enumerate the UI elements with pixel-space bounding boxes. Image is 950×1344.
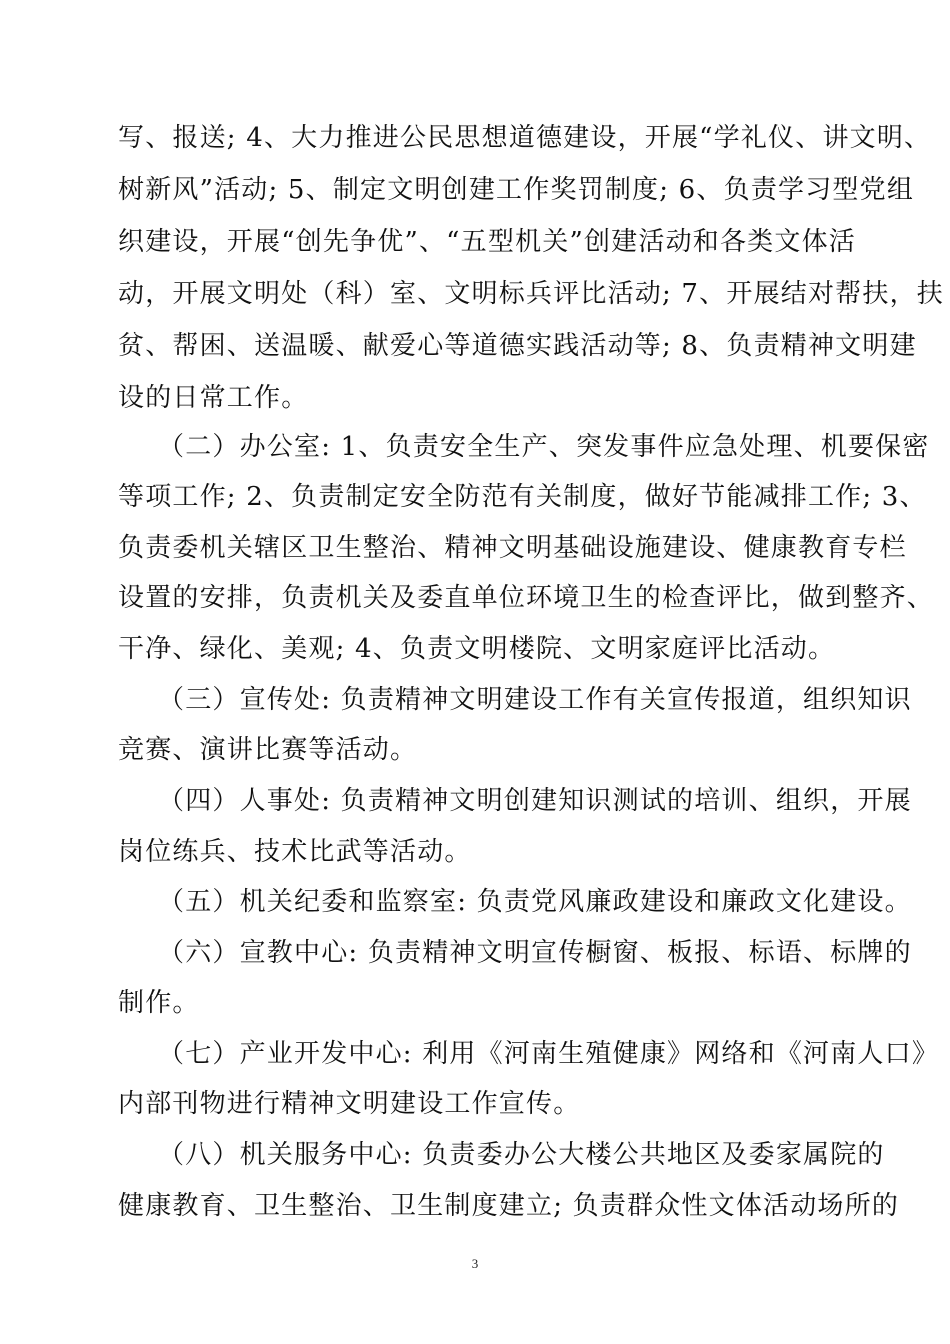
text-line: 负责委机关辖区卫生整治、精神文明基础设施建设、健康教育专栏	[118, 533, 907, 563]
text-line: 写、报送; 4、大力推进公民思想道德建设，开展“学礼仪、讲文明、	[118, 123, 932, 153]
section-seven-first-line: （七）产业开发中心: 利用《河南生殖健康》网络和《河南人口》	[158, 1039, 940, 1069]
section-five-line: （五）机关纪委和监察室: 负责党风廉政建设和廉政文化建设。	[158, 887, 912, 917]
section-six-first-line: （六）宣教中心: 负责精神文明宣传橱窗、板报、标语、标牌的	[158, 938, 912, 968]
text-line: 设置的安排，负责机关及委直单位环境卫生的检查评比，做到整齐、	[118, 583, 935, 613]
text-line: 树新风”活动; 5、制定文明创建工作奖罚制度; 6、负责学习型党组	[118, 175, 915, 205]
section-three-first-line: （三）宣传处: 负责精神文明建设工作有关宣传报道，组织知识	[158, 685, 912, 715]
section-two-first-line: （二）办公室: 1、负责安全生产、突发事件应急处理、机要保密	[158, 432, 930, 462]
text-line: 动，开展文明处（科）室、文明标兵评比活动; 7、开展结对帮扶，扶	[118, 279, 944, 309]
text-line: 岗位练兵、技术比武等活动。	[118, 837, 472, 867]
text-line: 健康教育、卫生整治、卫生制度建立; 负责群众性文体活动场所的	[118, 1191, 900, 1221]
section-four-first-line: （四）人事处: 负责精神文明创建知识测试的培训、组织，开展	[158, 786, 912, 816]
text-line: 设的日常工作。	[118, 383, 309, 413]
text-line: 干净、绿化、美观; 4、负责文明楼院、文明家庭评比活动。	[118, 634, 836, 664]
section-eight-first-line: （八）机关服务中心: 负责委办公大楼公共地区及委家属院的	[158, 1140, 885, 1170]
text-line: 内部刊物进行精神文明建设工作宣传。	[118, 1089, 581, 1119]
text-line: 贫、帮困、送温暖、献爱心等道德实践活动等; 8、负责精神文明建	[118, 331, 917, 361]
text-line: 等项工作; 2、负责制定安全防范有关制度，做好节能减排工作; 3、	[118, 482, 927, 512]
page-number: 3	[471, 1256, 479, 1271]
text-line: 竞赛、演讲比赛等活动。	[118, 735, 418, 765]
text-line: 织建设，开展“创先争优”、“五型机关”创建活动和各类文体活	[118, 227, 856, 257]
text-line: 制作。	[118, 988, 200, 1018]
